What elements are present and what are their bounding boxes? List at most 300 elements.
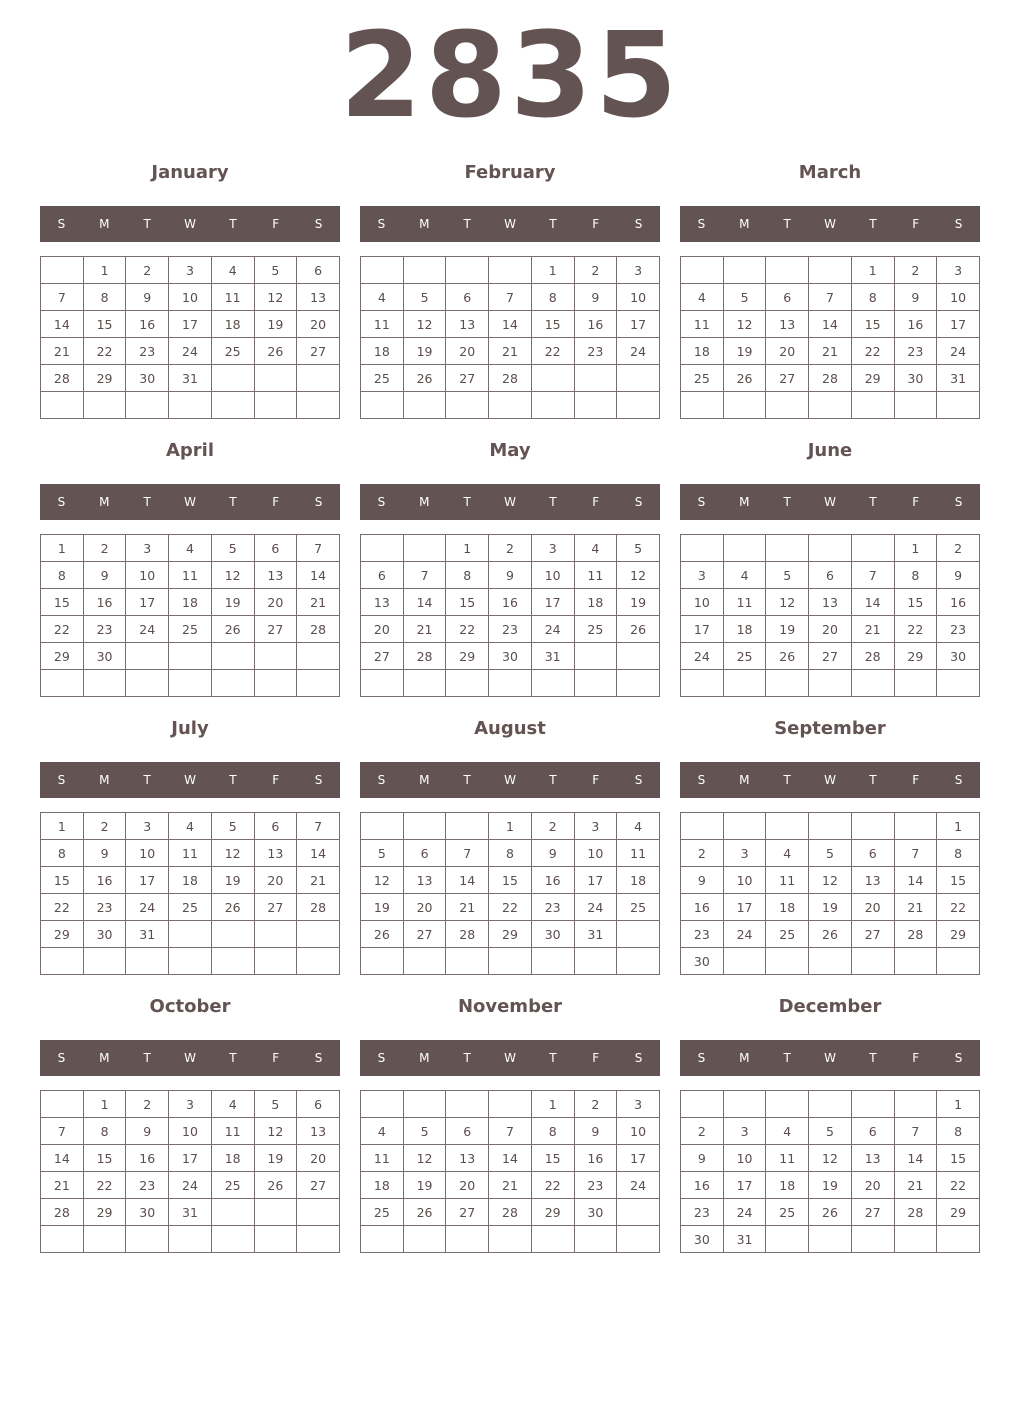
day-cell: 11: [211, 284, 254, 311]
day-cell: 10: [723, 867, 766, 894]
week-row: [681, 392, 980, 419]
day-cell: 26: [403, 1199, 446, 1226]
day-cell: 19: [617, 589, 660, 616]
weekday-label: S: [314, 773, 323, 787]
day-cell: 13: [851, 867, 894, 894]
weekday-label: W: [824, 495, 836, 509]
weekday-label: F: [912, 495, 920, 509]
weekday-label: S: [634, 217, 643, 231]
day-cell: 29: [937, 1199, 980, 1226]
day-cell: 21: [297, 589, 340, 616]
day-cell: [489, 257, 532, 284]
day-cell: 9: [574, 1118, 617, 1145]
day-cell: 18: [211, 1145, 254, 1172]
day-cell: 30: [894, 365, 937, 392]
week-row: [41, 813, 340, 840]
day-cell: 7: [809, 284, 852, 311]
day-cell: 26: [723, 365, 766, 392]
day-cell: 20: [446, 338, 489, 365]
day-cell: 7: [851, 562, 894, 589]
day-cell: [617, 643, 660, 670]
day-cell: [83, 948, 126, 975]
weekday-label: S: [57, 773, 66, 787]
weekday-label: S: [57, 1051, 66, 1065]
day-cell: 29: [851, 365, 894, 392]
day-cell: 22: [894, 616, 937, 643]
day-cell: 22: [851, 338, 894, 365]
day-cell: 1: [531, 1091, 574, 1118]
day-cell: 9: [126, 284, 169, 311]
day-cell: [851, 1091, 894, 1118]
day-cell: 25: [723, 643, 766, 670]
day-cell: 10: [531, 562, 574, 589]
week-row: [41, 1226, 340, 1253]
day-cell: 22: [41, 616, 84, 643]
day-cell: [403, 1226, 446, 1253]
week-row: [361, 948, 660, 975]
week-row: [361, 311, 660, 338]
week-row: [41, 670, 340, 697]
day-cell: 28: [297, 616, 340, 643]
day-cell: 9: [126, 1118, 169, 1145]
day-cell: 19: [254, 1145, 297, 1172]
weekday-label: W: [504, 1051, 516, 1065]
week-row: [361, 813, 660, 840]
day-cell: 17: [681, 616, 724, 643]
weekday-header: [680, 484, 980, 520]
weekday-label: T: [143, 217, 151, 231]
day-cell: 20: [254, 867, 297, 894]
day-cell: [937, 392, 980, 419]
day-cell: 27: [809, 643, 852, 670]
day-cell: 21: [809, 338, 852, 365]
day-cell: 28: [894, 921, 937, 948]
day-cell: [211, 921, 254, 948]
day-cell: [851, 948, 894, 975]
day-cell: 28: [403, 643, 446, 670]
day-cell: 5: [617, 535, 660, 562]
day-cell: 12: [723, 311, 766, 338]
weekday-label: F: [272, 495, 280, 509]
day-cell: 4: [169, 813, 212, 840]
day-cell: 11: [169, 562, 212, 589]
day-cell: 7: [297, 535, 340, 562]
week-row: [361, 562, 660, 589]
day-cell: [41, 1091, 84, 1118]
weekday-label: F: [912, 1051, 920, 1065]
day-cell: 11: [211, 1118, 254, 1145]
month-name: May: [489, 440, 531, 461]
week-row: [681, 948, 980, 975]
day-cell: 31: [531, 643, 574, 670]
day-cell: 17: [617, 1145, 660, 1172]
day-cell: [211, 1199, 254, 1226]
day-cell: 16: [681, 1172, 724, 1199]
day-grid: [680, 256, 980, 419]
day-cell: [254, 670, 297, 697]
day-cell: [766, 257, 809, 284]
day-cell: 11: [723, 589, 766, 616]
day-cell: [766, 1226, 809, 1253]
day-cell: 1: [937, 813, 980, 840]
day-cell: 19: [809, 894, 852, 921]
weekday-label: W: [504, 495, 516, 509]
weekday-label: T: [229, 217, 237, 231]
week-row: [681, 535, 980, 562]
weekday-label: M: [739, 217, 750, 231]
day-cell: [403, 535, 446, 562]
day-cell: [851, 392, 894, 419]
day-cell: [766, 948, 809, 975]
day-cell: 26: [403, 365, 446, 392]
day-cell: 23: [489, 616, 532, 643]
day-cell: 31: [169, 1199, 212, 1226]
day-cell: 24: [169, 338, 212, 365]
day-cell: 16: [126, 1145, 169, 1172]
day-cell: [297, 670, 340, 697]
day-cell: 27: [297, 338, 340, 365]
day-cell: 30: [126, 365, 169, 392]
day-cell: 10: [681, 589, 724, 616]
day-cell: 18: [169, 589, 212, 616]
day-cell: 8: [531, 1118, 574, 1145]
day-cell: 2: [531, 813, 574, 840]
day-cell: 24: [617, 338, 660, 365]
day-cell: 14: [41, 311, 84, 338]
month-name: December: [778, 996, 882, 1017]
day-cell: 3: [126, 813, 169, 840]
day-cell: 21: [489, 1172, 532, 1199]
day-cell: 22: [937, 894, 980, 921]
day-cell: 1: [41, 813, 84, 840]
day-cell: 10: [723, 1145, 766, 1172]
day-cell: [809, 535, 852, 562]
weekday-header: [360, 484, 660, 520]
weekday-label: T: [783, 773, 791, 787]
day-cell: [574, 1226, 617, 1253]
weekday-label: F: [592, 217, 600, 231]
day-grid: [360, 1090, 660, 1253]
day-cell: 3: [617, 1091, 660, 1118]
day-grid: [40, 256, 340, 419]
day-cell: 12: [617, 562, 660, 589]
weekday-label: W: [504, 217, 516, 231]
week-row: [361, 365, 660, 392]
day-cell: 23: [681, 921, 724, 948]
day-cell: 3: [617, 257, 660, 284]
day-grid: [360, 534, 660, 697]
day-cell: 15: [41, 867, 84, 894]
day-cell: 6: [809, 562, 852, 589]
weekday-label: M: [99, 495, 110, 509]
day-cell: 8: [83, 1118, 126, 1145]
weekday-label: T: [143, 495, 151, 509]
weekday-label: S: [697, 495, 706, 509]
day-cell: 18: [361, 1172, 404, 1199]
week-row: [361, 670, 660, 697]
day-cell: 19: [403, 338, 446, 365]
day-cell: 4: [169, 535, 212, 562]
day-cell: 11: [766, 1145, 809, 1172]
day-cell: 14: [297, 562, 340, 589]
day-cell: 3: [723, 1118, 766, 1145]
day-cell: [297, 643, 340, 670]
day-cell: 1: [531, 257, 574, 284]
day-cell: [446, 392, 489, 419]
day-cell: 9: [574, 284, 617, 311]
day-cell: 24: [531, 616, 574, 643]
day-cell: 5: [254, 257, 297, 284]
day-cell: [297, 921, 340, 948]
day-cell: 31: [574, 921, 617, 948]
week-row: [361, 1199, 660, 1226]
day-cell: 30: [681, 948, 724, 975]
day-cell: 1: [851, 257, 894, 284]
week-row: [681, 840, 980, 867]
day-cell: 24: [723, 921, 766, 948]
weekday-label: W: [184, 217, 196, 231]
month-name: July: [171, 718, 209, 739]
day-cell: [41, 670, 84, 697]
day-cell: 2: [489, 535, 532, 562]
day-cell: 24: [126, 894, 169, 921]
day-cell: 12: [211, 562, 254, 589]
day-cell: 19: [766, 616, 809, 643]
day-cell: 19: [254, 311, 297, 338]
day-cell: 9: [83, 562, 126, 589]
day-cell: 28: [297, 894, 340, 921]
weekday-label: M: [99, 773, 110, 787]
day-cell: 27: [446, 365, 489, 392]
day-cell: 27: [361, 643, 404, 670]
day-cell: [574, 948, 617, 975]
day-cell: [851, 1226, 894, 1253]
day-cell: 23: [681, 1199, 724, 1226]
day-cell: 20: [851, 894, 894, 921]
weekday-label: S: [314, 1051, 323, 1065]
day-cell: 8: [489, 840, 532, 867]
day-cell: 3: [169, 1091, 212, 1118]
weekday-label: S: [377, 773, 386, 787]
weekday-label: T: [549, 217, 557, 231]
day-cell: 27: [446, 1199, 489, 1226]
day-cell: 5: [403, 284, 446, 311]
month-name: November: [457, 996, 563, 1017]
day-cell: 15: [894, 589, 937, 616]
day-cell: 12: [254, 284, 297, 311]
day-cell: 28: [41, 365, 84, 392]
day-cell: 15: [937, 867, 980, 894]
week-row: [41, 535, 340, 562]
day-cell: 26: [254, 1172, 297, 1199]
day-cell: 14: [446, 867, 489, 894]
day-cell: [403, 257, 446, 284]
weekday-label: T: [229, 1051, 237, 1065]
day-cell: 25: [681, 365, 724, 392]
day-cell: 24: [617, 1172, 660, 1199]
day-cell: [894, 948, 937, 975]
day-cell: [617, 365, 660, 392]
day-cell: [361, 1091, 404, 1118]
day-cell: 8: [531, 284, 574, 311]
week-row: [681, 1226, 980, 1253]
day-cell: 23: [126, 1172, 169, 1199]
weekday-label: W: [184, 1051, 196, 1065]
day-cell: 13: [446, 311, 489, 338]
day-cell: 31: [723, 1226, 766, 1253]
week-row: [41, 365, 340, 392]
weekday-label: S: [697, 217, 706, 231]
day-cell: 3: [937, 257, 980, 284]
day-cell: 2: [681, 1118, 724, 1145]
weekday-label: F: [272, 1051, 280, 1065]
weekday-label: T: [783, 217, 791, 231]
day-cell: 3: [531, 535, 574, 562]
weekday-label: S: [377, 1051, 386, 1065]
day-cell: 20: [254, 589, 297, 616]
day-cell: 25: [766, 921, 809, 948]
day-cell: 21: [41, 1172, 84, 1199]
year-title: 2835: [339, 6, 681, 144]
day-cell: 10: [617, 1118, 660, 1145]
day-cell: [681, 1091, 724, 1118]
day-cell: 8: [937, 840, 980, 867]
week-row: [361, 921, 660, 948]
day-cell: 21: [41, 338, 84, 365]
week-row: [681, 921, 980, 948]
day-cell: 22: [937, 1172, 980, 1199]
day-cell: [531, 670, 574, 697]
weekday-label: S: [954, 773, 963, 787]
day-cell: [681, 813, 724, 840]
day-cell: [446, 813, 489, 840]
week-row: [681, 311, 980, 338]
weekday-label: S: [954, 1051, 963, 1065]
day-cell: [254, 1226, 297, 1253]
day-cell: [531, 1226, 574, 1253]
day-cell: 15: [937, 1145, 980, 1172]
day-cell: 17: [574, 867, 617, 894]
day-cell: 12: [809, 867, 852, 894]
day-cell: 2: [126, 257, 169, 284]
day-cell: 24: [681, 643, 724, 670]
day-cell: [809, 948, 852, 975]
day-cell: 1: [489, 813, 532, 840]
month-name: February: [464, 162, 556, 183]
day-cell: [169, 670, 212, 697]
day-cell: [446, 1226, 489, 1253]
day-cell: 13: [809, 589, 852, 616]
day-cell: [403, 948, 446, 975]
day-cell: [723, 1091, 766, 1118]
weekday-header: [40, 206, 340, 242]
day-cell: [254, 365, 297, 392]
day-cell: 4: [211, 1091, 254, 1118]
day-cell: [489, 1226, 532, 1253]
weekday-label: W: [184, 773, 196, 787]
day-cell: [446, 1091, 489, 1118]
day-cell: [681, 392, 724, 419]
day-cell: 7: [446, 840, 489, 867]
day-cell: 16: [83, 589, 126, 616]
week-row: [681, 1091, 980, 1118]
week-row: [681, 365, 980, 392]
week-row: [361, 257, 660, 284]
weekday-label: M: [99, 1051, 110, 1065]
day-cell: 22: [446, 616, 489, 643]
day-cell: 6: [361, 562, 404, 589]
day-cell: [617, 1199, 660, 1226]
day-cell: 2: [574, 257, 617, 284]
day-cell: [211, 948, 254, 975]
day-cell: [297, 392, 340, 419]
day-cell: 20: [766, 338, 809, 365]
day-cell: 18: [169, 867, 212, 894]
day-cell: 23: [574, 1172, 617, 1199]
day-cell: 12: [809, 1145, 852, 1172]
day-cell: [211, 670, 254, 697]
day-grid: [40, 534, 340, 697]
day-cell: 20: [809, 616, 852, 643]
day-cell: 27: [254, 616, 297, 643]
day-cell: 30: [489, 643, 532, 670]
weekday-label: S: [314, 217, 323, 231]
day-grid: [40, 1090, 340, 1253]
day-cell: [41, 948, 84, 975]
day-cell: 26: [361, 921, 404, 948]
weekday-label: T: [229, 495, 237, 509]
day-cell: 11: [361, 311, 404, 338]
day-cell: 29: [937, 921, 980, 948]
day-cell: 8: [851, 284, 894, 311]
day-cell: 10: [126, 840, 169, 867]
day-cell: 6: [254, 813, 297, 840]
day-grid: [680, 534, 980, 697]
month-name: September: [774, 718, 886, 739]
day-cell: [83, 1226, 126, 1253]
week-row: [361, 1226, 660, 1253]
day-cell: 26: [211, 616, 254, 643]
day-cell: 29: [446, 643, 489, 670]
day-cell: 9: [681, 867, 724, 894]
weekday-header: [360, 1040, 660, 1076]
day-cell: 2: [681, 840, 724, 867]
week-row: [361, 1172, 660, 1199]
day-cell: 29: [83, 365, 126, 392]
day-cell: [617, 392, 660, 419]
week-row: [361, 284, 660, 311]
day-cell: 1: [41, 535, 84, 562]
day-cell: [489, 670, 532, 697]
day-cell: [297, 948, 340, 975]
week-row: [41, 616, 340, 643]
day-cell: 11: [169, 840, 212, 867]
week-row: [41, 562, 340, 589]
week-row: [361, 535, 660, 562]
day-cell: [403, 1091, 446, 1118]
day-cell: 19: [361, 894, 404, 921]
day-cell: 14: [41, 1145, 84, 1172]
weekday-header: [360, 206, 660, 242]
day-cell: 5: [361, 840, 404, 867]
day-cell: 29: [489, 921, 532, 948]
day-cell: 2: [894, 257, 937, 284]
weekday-label: T: [463, 495, 471, 509]
weekday-label: F: [592, 1051, 600, 1065]
weekday-label: F: [272, 217, 280, 231]
day-cell: 15: [83, 311, 126, 338]
day-cell: [681, 670, 724, 697]
